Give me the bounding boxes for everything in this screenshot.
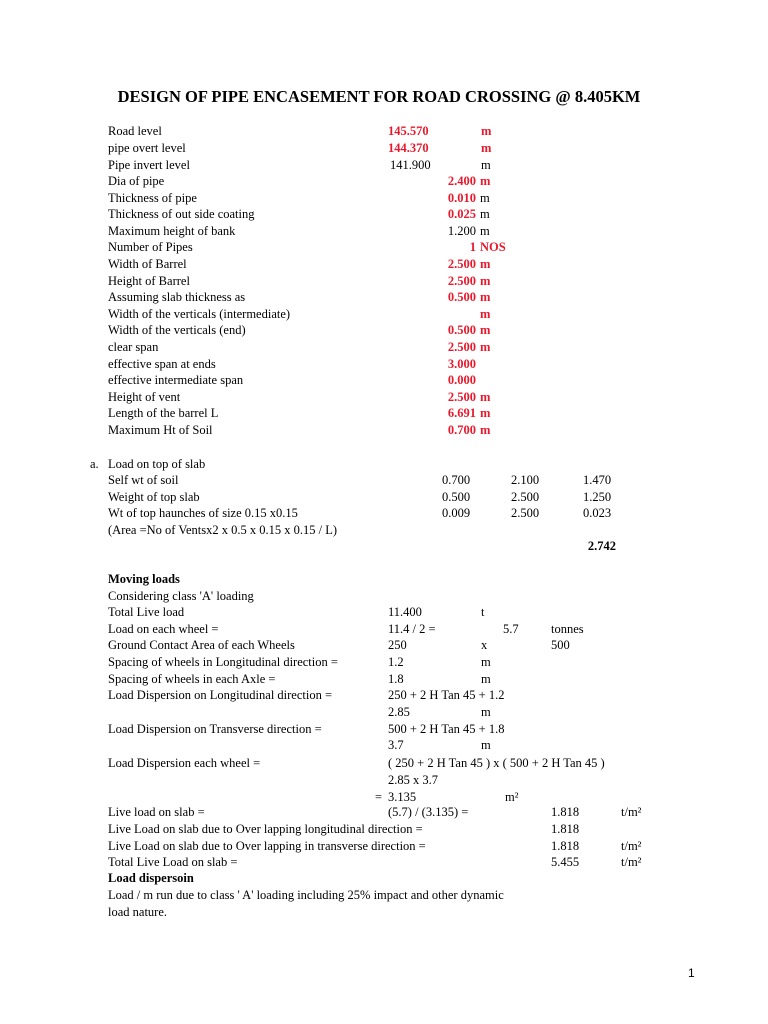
row-value: 11.400 <box>388 605 422 619</box>
row-value: 1.2 <box>388 655 404 669</box>
input-value: 2.500 <box>447 257 476 271</box>
area-note-row <box>0 523 768 539</box>
input-value: 141.900 <box>390 158 431 172</box>
row-value: 500 <box>551 638 570 652</box>
row-unit: tonnes <box>551 622 584 636</box>
row-label: Weight of top slab <box>108 490 200 504</box>
input-row <box>0 274 768 290</box>
row-value: 1.8 <box>388 672 404 686</box>
input-label: Thickness of pipe <box>108 191 197 205</box>
each-dispersion-expr-row <box>0 773 768 789</box>
input-unit: m <box>480 390 491 404</box>
long-spacing-row <box>0 655 768 671</box>
row-unit: t <box>481 605 485 619</box>
live-load-long-row <box>0 822 768 838</box>
input-value: 2.500 <box>447 274 476 288</box>
long-dispersion-value-row <box>0 705 768 721</box>
row-label: Live Load on slab due to Over lapping longitudinal direction = <box>108 822 423 836</box>
input-value: 1.200 <box>447 224 476 238</box>
input-label: Maximum Ht of Soil <box>108 423 213 437</box>
row-label: Live load on slab = <box>108 805 205 819</box>
each-dispersion-value-row <box>0 790 768 806</box>
page-number: 1 <box>688 966 695 980</box>
input-unit: m <box>480 191 490 205</box>
input-label: Dia of pipe <box>108 174 165 188</box>
trans-dispersion-value-row <box>0 738 768 754</box>
input-value: 0.700 <box>447 423 476 437</box>
input-unit: m <box>480 207 490 221</box>
input-unit: m <box>480 307 491 321</box>
row-load: 0.023 <box>583 506 612 520</box>
input-value: 0.500 <box>447 323 476 337</box>
input-value: 6.691 <box>447 406 476 420</box>
row-unit: t/m² <box>621 839 642 853</box>
dispersion-heading: Load dispersoin <box>108 871 194 885</box>
input-row <box>0 240 768 256</box>
row-expression: 500 + 2 H Tan 45 + 1.8 <box>388 722 505 736</box>
section-heading: Load on top of slab <box>108 457 206 471</box>
input-value: 3.000 <box>447 357 476 371</box>
input-label: Height of vent <box>108 390 181 404</box>
input-row <box>0 124 768 140</box>
each-dispersion-row <box>0 756 768 772</box>
row-value: 3.7 <box>388 738 404 752</box>
row-unit: m <box>481 738 491 752</box>
input-label: Number of Pipes <box>108 240 193 254</box>
row-density: 2.500 <box>511 490 540 504</box>
input-unit: m <box>481 141 492 155</box>
page-title: DESIGN OF PIPE ENCASEMENT FOR ROAD CROSSING @ 8.405KM <box>117 87 641 106</box>
input-row <box>0 357 768 373</box>
input-label: Maximum height of bank <box>108 224 236 238</box>
input-value: 2.500 <box>447 390 476 404</box>
input-value: 0.000 <box>447 373 476 387</box>
input-unit: m <box>480 174 491 188</box>
moving-sub: Considering class 'A' loading <box>108 589 254 603</box>
row-unit: m <box>481 672 491 686</box>
load-top-total-row <box>0 539 768 555</box>
row-label: Live Load on slab due to Over lapping in transverse direction = <box>108 839 426 853</box>
row-value: 1.818 <box>551 839 580 853</box>
input-label: Width of Barrel <box>108 257 187 271</box>
live-load-trans-row <box>0 839 768 855</box>
live-load-slab-row <box>0 805 768 821</box>
row-expression: 250 + 2 H Tan 45 + 1.2 <box>388 688 505 702</box>
input-row <box>0 224 768 240</box>
long-dispersion-row <box>0 688 768 704</box>
input-label: Assuming slab thickness as <box>108 290 246 304</box>
row-load: 1.250 <box>583 490 612 504</box>
load-top-row <box>0 506 768 522</box>
dispersion-line-2: load nature. <box>108 905 168 919</box>
row-thickness: 0.009 <box>442 506 471 520</box>
trans-dispersion-row <box>0 722 768 738</box>
input-value: 145.570 <box>388 124 429 138</box>
row-label: Load on each wheel = <box>108 622 219 636</box>
row-value: 1.818 <box>551 822 580 836</box>
row-value: 3.135 <box>388 790 417 804</box>
row-label: Spacing of wheels in each Axle = <box>108 672 276 686</box>
dispersion-line-1: Load / m run due to class ' A' loading including 25% impact and other dynamic <box>108 888 504 902</box>
input-unit: m <box>480 224 490 238</box>
input-row <box>0 406 768 422</box>
input-label: Height of Barrel <box>108 274 190 288</box>
row-density: 2.500 <box>511 506 540 520</box>
row-unit: t/m² <box>621 855 642 869</box>
row-label: Load Dispersion on Longitudinal direction = <box>108 688 333 702</box>
input-row <box>0 207 768 223</box>
row-label: Total Live load <box>108 605 185 619</box>
input-unit: m <box>480 323 491 337</box>
input-row <box>0 191 768 207</box>
input-label: Road level <box>108 124 162 138</box>
row-value: 2.85 <box>388 705 410 719</box>
input-unit: NOS <box>480 240 506 254</box>
input-label: Pipe invert level <box>108 158 190 172</box>
row-value: 250 <box>388 638 407 652</box>
row-unit: m <box>481 655 491 669</box>
row-label: Self wt of soil <box>108 473 179 487</box>
moving-heading: Moving loads <box>108 572 180 586</box>
input-unit: m <box>481 158 491 172</box>
row-unit: m² <box>505 790 519 804</box>
row-unit: t/m² <box>621 805 642 819</box>
input-value: 0.010 <box>447 191 476 205</box>
input-value: 144.370 <box>388 141 429 155</box>
input-label: Width of the verticals (end) <box>108 323 246 337</box>
input-row <box>0 158 768 174</box>
input-row <box>0 390 768 406</box>
input-label: effective intermediate span <box>108 373 244 387</box>
input-unit: m <box>480 290 491 304</box>
row-value: 5.455 <box>551 855 580 869</box>
input-row <box>0 307 768 323</box>
row-label: Ground Contact Area of each Wheels <box>108 638 295 652</box>
input-unit: m <box>480 423 491 437</box>
load-top-heading-row <box>0 457 768 473</box>
input-unit: m <box>480 274 491 288</box>
contact-area-row <box>0 638 768 654</box>
row-label: Load Dispersion on Transverse direction = <box>108 722 322 736</box>
input-unit: m <box>480 257 491 271</box>
load-top-row <box>0 490 768 506</box>
input-value: 2.500 <box>447 340 476 354</box>
input-row <box>0 257 768 273</box>
total-live-row <box>0 605 768 621</box>
row-expression: ( 250 + 2 H Tan 45 ) x ( 500 + 2 H Tan 45 ) <box>388 756 605 770</box>
load-top-total: 2.742 <box>587 539 616 553</box>
input-row <box>0 323 768 339</box>
row-density: 2.100 <box>511 473 540 487</box>
row-value: 5.7 <box>503 622 519 636</box>
row-thickness: 0.500 <box>442 490 471 504</box>
input-row <box>0 340 768 356</box>
row-value: 1.818 <box>551 805 580 819</box>
row-thickness: 0.700 <box>442 473 471 487</box>
row-expression: 11.4 / 2 = <box>388 622 436 636</box>
row-label: Spacing of wheels in Longitudinal direction = <box>108 655 338 669</box>
input-value: 0.500 <box>447 290 476 304</box>
input-unit: m <box>481 124 492 138</box>
area-note: (Area =No of Ventsx2 x 0.5 x 0.15 x 0.15 / L) <box>108 523 338 537</box>
row-label: Load Dispersion each wheel = <box>108 756 261 770</box>
input-row <box>0 423 768 439</box>
input-label: pipe overt level <box>108 141 186 155</box>
input-label: clear span <box>108 340 159 354</box>
input-label: effective span at ends <box>108 357 216 371</box>
live-load-total-row <box>0 855 768 871</box>
row-operator: x <box>481 638 488 652</box>
input-value: 2.400 <box>447 174 476 188</box>
row-expression: (5.7) / (3.135) = <box>388 805 469 819</box>
input-value: 0.025 <box>447 207 476 221</box>
input-row <box>0 290 768 306</box>
input-unit: m <box>480 340 491 354</box>
row-operator: = <box>375 790 383 804</box>
input-unit: m <box>480 406 491 420</box>
input-row <box>0 373 768 389</box>
load-top-row <box>0 473 768 489</box>
input-value: 1 <box>469 240 476 254</box>
input-row <box>0 174 768 190</box>
section-prefix: a. <box>90 457 99 471</box>
row-load: 1.470 <box>583 473 612 487</box>
input-label: Length of the barrel L <box>108 406 219 420</box>
input-label: Thickness of out side coating <box>108 207 255 221</box>
each-wheel-row <box>0 622 768 638</box>
axle-spacing-row <box>0 672 768 688</box>
row-label: Total Live Load on slab = <box>108 855 238 869</box>
input-row <box>0 141 768 157</box>
row-unit: m <box>481 705 491 719</box>
row-expression: 2.85 x 3.7 <box>388 773 438 787</box>
row-label: Wt of top haunches of size 0.15 x0.15 <box>108 506 298 520</box>
input-label: Width of the verticals (intermediate) <box>108 307 291 321</box>
